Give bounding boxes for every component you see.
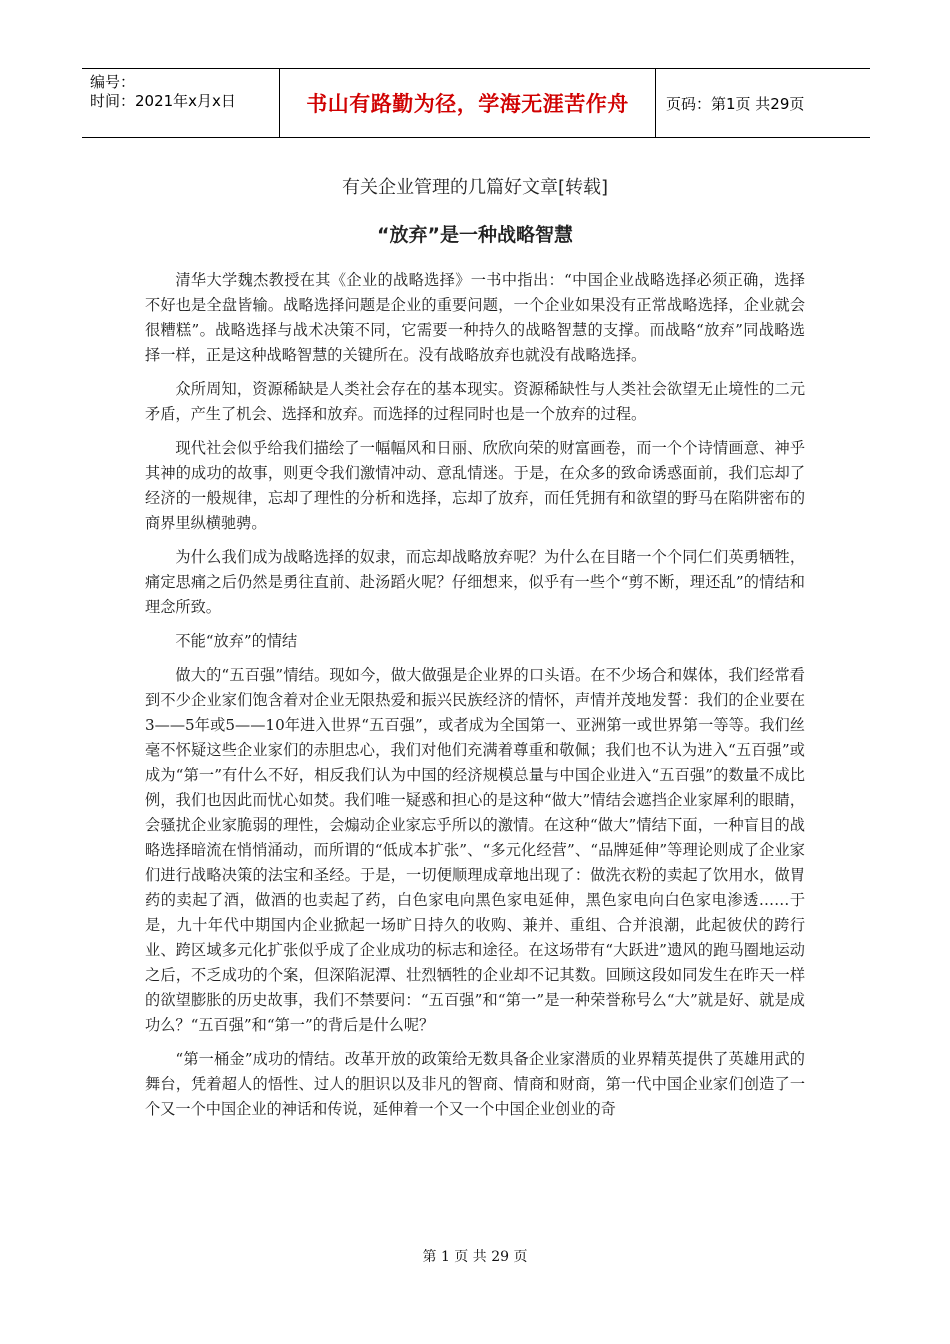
body-paragraph: 做大的“五百强”情结。现如今，做大做强是企业界的口头语。在不少场合和媒体，我们经常看到不少企业家们饱含着对企业无限热爱和振兴民族经济的情怀，声情并茂地发誓：我们的企业要在3——5年或5——10年进入世界“五百强”，或者成为全国第一、亚洲第一或世界第一等等。我们丝毫不怀疑这些企业家们的赤胆忠心，我们对他们充满着尊重和敬佩；我们也不认为进入“五百强”或成为“第一”有什么不好，相反我们认为中国的经济规模总量与中国企业进入“五百强”的数量不成比例，我们也因此而忧心如焚。我们唯一疑惑和担心的是这种“做大”情结会遮挡企业家犀利的眼睛，会骚扰企业家脆弱的理性，会煽动企业家忘乎所以的激情。在这种“做大”情结下面，一种盲目的战略选择暗流在悄悄涌动，而所谓的“低成本扩张”、“多元化经营”、“品牌延伸”等理论则成了企业家们进行战略决策的法宝和圣经。于是，一切便顺理成章地出现了：做洗衣粉的卖起了饮用水，做胃药的卖起了酒，做酒的也卖起了药，白色家电向黑色家电延伸，黑色家电向白色家电渗透……于是，九十年代中期国内企业掀起一场旷日持久的收购、兼并、重组、合并浪潮，此起彼伏的跨行业、跨区域多元化扩张似乎成了企业成功的标志和途径。在这场带有“大跃进”遗风的跑马圈地运动之后，不乏成功的个案，但深陷泥潭、壮烈牺牲的企业却不记其数。回顾这段如同发生在昨天一样的欲望膨胀的历史故事，我们不禁要问：“五百强”和“第一”是一种荣誉称号么“大”就是好、就是成功么？“五百强”和“第一”的背后是什么呢？ — [145, 666, 805, 1034]
body-paragraph: “第一桶金”成功的情结。改革开放的政策给无数具备企业家潜质的业界精英提供了英雄用武的舞台，凭着超人的悟性、过人的胆识以及非凡的智商、情商和财商，第一代中国企业家们创造了一个又一个中国企业的神话和传说，延伸着一个又一个中国企业创业的奇 — [145, 1050, 805, 1118]
body-paragraph: 为什么我们成为战略选择的奴隶，而忘却战略放弃呢？为什么在目睹一个个同仁们英勇牺牲，痛定思痛之后仍然是勇往直前、赴汤蹈火呢？仔细想来，似乎有一些个“剪不断，理还乱”的情结和理念所致。 — [145, 548, 805, 616]
header-meta — [82, 69, 280, 137]
header-motto-cell — [280, 69, 656, 137]
section-heading: 不能“放弃”的情结 — [175, 632, 298, 650]
body-paragraph: 众所周知，资源稀缺是人类社会存在的基本现实。资源稀缺性与人类社会欲望无止境性的二元矛盾，产生了机会、选择和放弃。而选择的过程同时也是一个放弃的过程。 — [145, 380, 805, 423]
document-subtitle: “放弃”是一种战略智慧 — [377, 224, 573, 246]
body-paragraph: 清华大学魏杰教授在其《企业的战略选择》一书中指出：“中国企业战略选择必须正确，选择不好也是全盘皆输。战略选择问题是企业的重要问题，一个企业如果没有正常战略选择，企业就会很糟糕”。战略选择与战术决策不同，它需要一种持久的战略智慧的支撑。而战略“放弃”同战略选择一样，正是这种战略智慧的关键所在。没有战略放弃也就没有战略选择。 — [145, 271, 805, 364]
document-number-label: 编号： — [90, 73, 136, 91]
document-date-label: 时间：2021年x月x日 — [90, 92, 236, 110]
body-paragraph: 现代社会似乎给我们描绘了一幅幅风和日丽、欣欣向荣的财富画卷，而一个个诗情画意、神乎其神的成功的故事，则更令我们激情冲动、意乱情迷。于是，在众多的致命诱惑面前，我们忘却了经济的一般规律，忘却了理性的分析和选择，忘却了放弃，而任凭拥有和欲望的野马在陷阱密布的商界里纵横驰骋。 — [145, 439, 805, 532]
document-body — [145, 268, 805, 1131]
document-title: 有关企业管理的几篇好文章[转载] — [341, 177, 609, 198]
header-motto: 书山有路勤为径，学海无涯苦作舟 — [306, 92, 629, 116]
page-header — [82, 68, 870, 138]
header-page-info: 页码：第1页 共29页 — [666, 94, 805, 113]
page-footer: 第 1 页 共 29 页 — [422, 1249, 528, 1265]
